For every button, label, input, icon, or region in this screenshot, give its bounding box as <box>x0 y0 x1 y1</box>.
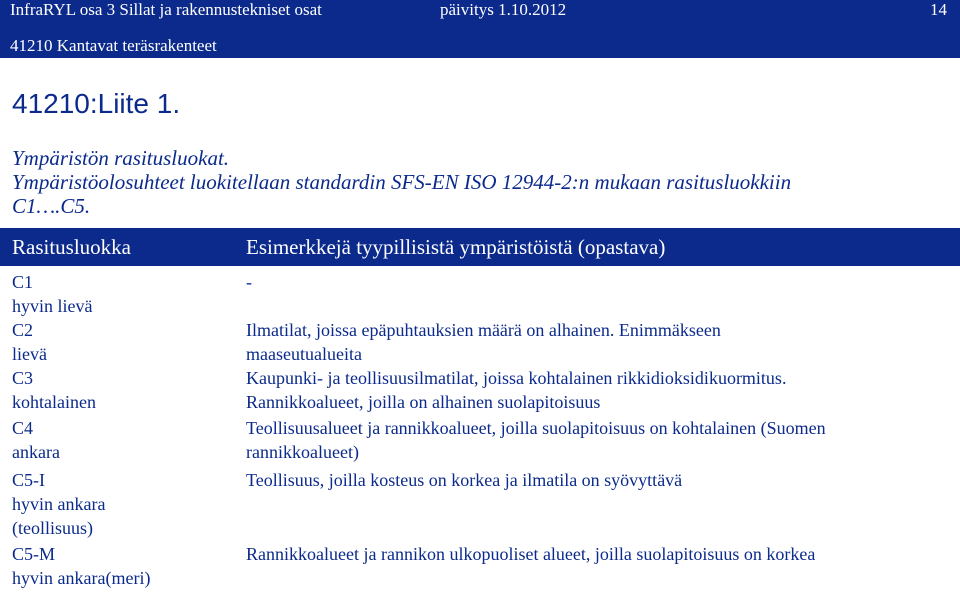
class-cell <box>12 270 227 318</box>
corrosivity-class-table <box>0 228 960 593</box>
class-description: kohtalainen <box>12 392 96 412</box>
header-section-title: 41210 Kantavat teräsrakenteet <box>10 36 217 55</box>
example-line: maaseutualueita <box>246 344 362 364</box>
class-code: C5-M <box>12 544 56 564</box>
class-cell <box>12 542 227 590</box>
example-line: Teollisuusalueet ja rannikkoalueet, joilla suolapitoisuus on kohtalainen (Suomen <box>246 418 826 438</box>
class-cell <box>12 468 227 540</box>
example-line: Rannikkoalueet ja rannikon ulkopuoliset alueet, joilla suolapitoisuus on korkea <box>246 544 816 564</box>
class-cell <box>12 416 227 464</box>
intro-line: C1….C5. <box>12 194 91 218</box>
example-cell <box>246 416 958 464</box>
class-code: C5-I <box>12 470 45 490</box>
header-document-title: InfraRYL osa 3 Sillat ja rakennustekniset osat <box>10 0 322 19</box>
table-header-row <box>0 228 960 266</box>
page-title: 41210:Liite 1. <box>12 88 181 119</box>
example-cell <box>246 318 958 366</box>
class-cell <box>12 366 227 414</box>
intro-text <box>12 146 912 218</box>
example-line: rannikkoalueet) <box>246 442 359 462</box>
example-line: Ilmatilat, joissa epäpuhtauksien määrä on alhainen. Enimmäkseen <box>246 320 721 340</box>
class-description: hyvin ankara(meri) <box>12 568 151 588</box>
example-cell <box>246 468 958 492</box>
column-header-examples: Esimerkkejä tyypillisistä ympäristöistä (opastava) <box>246 235 666 259</box>
example-cell <box>246 270 958 294</box>
class-description: (teollisuus) <box>12 518 93 538</box>
class-cell <box>12 318 227 366</box>
class-description: lievä <box>12 344 47 364</box>
page-header <box>0 0 960 58</box>
class-code: C2 <box>12 320 34 340</box>
example-line: Rannikkoalueet, joilla on alhainen suolapitoisuus <box>246 392 601 412</box>
intro-line: Ympäristön rasitusluokat. <box>12 146 230 170</box>
example-line: Teollisuus, joilla kosteus on korkea ja ilmatila on syövyttävä <box>246 470 683 490</box>
example-cell <box>246 366 958 414</box>
class-code: C1 <box>12 272 34 292</box>
class-description: hyvin ankara <box>12 494 106 514</box>
header-page-number: 14 <box>930 0 947 19</box>
column-header-class: Rasitusluokka <box>12 235 131 259</box>
class-description: ankara <box>12 442 60 462</box>
header-update-date: päivitys 1.10.2012 <box>440 0 567 19</box>
example-cell <box>246 542 958 566</box>
example-line: - <box>246 272 252 292</box>
class-description: hyvin lievä <box>12 296 93 316</box>
example-line: Kaupunki- ja teollisuusilmatilat, joissa kohtalainen rikkidioksidikuormitus. <box>246 368 787 388</box>
class-code: C4 <box>12 418 34 438</box>
intro-line: Ympäristöolosuhteet luokitellaan standardin SFS-EN ISO 12944-2:n mukaan rasitusluokkiin <box>12 170 792 194</box>
class-code: C3 <box>12 368 34 388</box>
